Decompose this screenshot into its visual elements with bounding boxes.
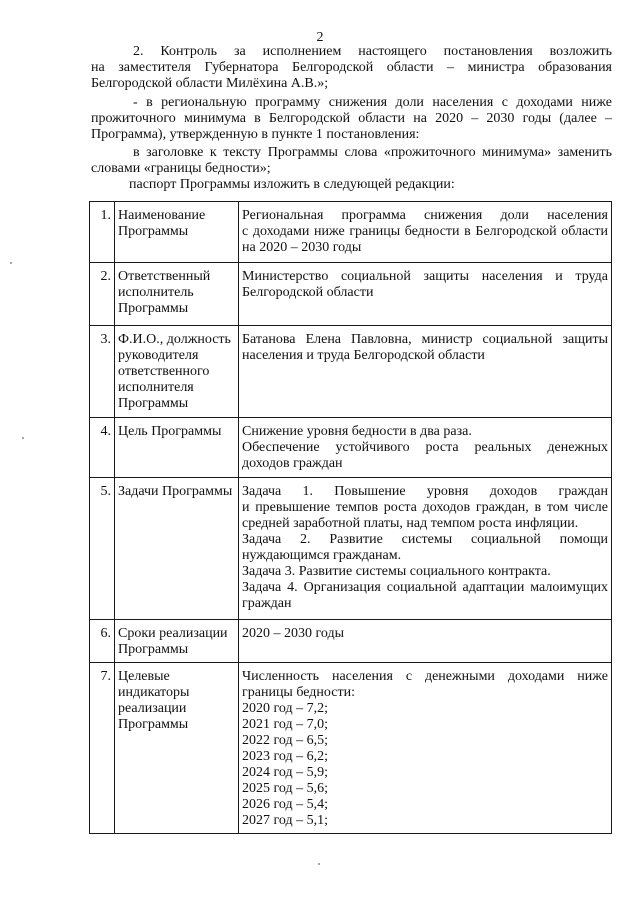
value-line: Региональная программа снижения доли населения: [242, 208, 608, 223]
value-line: 2026 год – 5,4;: [242, 797, 329, 812]
value-line: населения и труда Белгородской области: [242, 348, 485, 363]
value-line: Численность населения с денежными доходами ниже: [242, 669, 608, 684]
row-number: 6.: [90, 620, 115, 663]
table-row: [90, 263, 612, 326]
row-number: 3.: [90, 326, 115, 418]
row-value: [239, 418, 612, 478]
row-name: Цель Программы: [115, 418, 239, 478]
value-line: Министерство социальной защиты населения и труда: [242, 269, 608, 284]
scan-speck: [10, 262, 12, 264]
value-line: 2025 год – 5,6;: [242, 781, 329, 796]
page-number: 2: [316, 30, 324, 45]
row-number: 4.: [90, 418, 115, 478]
value-line: 2020 – 2030 годы: [242, 626, 345, 641]
row-name: Ф.И.О., должность руководителя ответственного исполнителя Программы: [115, 326, 239, 418]
paragraph-control: [91, 44, 612, 92]
paragraph-line: словами «границы бедности»;: [91, 161, 271, 176]
row-name: Наименование Программы: [115, 202, 239, 263]
value-line: 2023 год – 6,2;: [242, 749, 329, 764]
row-name: Целевые индикаторы реализации Программы: [115, 663, 239, 834]
value-line: средней заработной платы, над темпом роста инфляции.: [242, 516, 579, 531]
row-value: [239, 326, 612, 418]
value-line: Обеспечение устойчивого роста реальных денежных: [242, 440, 608, 455]
value-line: Батанова Елена Павловна, министр социальной защиты: [242, 332, 608, 347]
value-line: Снижение уровня бедности в два раза.: [242, 424, 472, 439]
scan-speck: [22, 437, 24, 439]
row-name: Задачи Программы: [115, 478, 239, 620]
value-line: доходов граждан: [242, 456, 343, 471]
value-line: Белгородской области: [242, 285, 374, 300]
row-value: [239, 620, 612, 663]
table-body: [90, 202, 612, 834]
value-line: 2027 год – 5,1;: [242, 813, 329, 828]
value-line: и превышение темпов роста доходов граждан, в том числе: [242, 500, 608, 515]
value-line: 2020 год – 7,2;: [242, 701, 329, 716]
row-number: 7.: [90, 663, 115, 834]
value-line: 2024 год – 5,9;: [242, 765, 329, 780]
row-number: 2.: [90, 263, 115, 326]
value-line: Задача 3. Развитие системы социального контракта.: [242, 564, 551, 579]
row-number: 5.: [90, 478, 115, 620]
paragraph-line: на заместителя Губернатора Белгородской области – министра образования: [91, 60, 612, 75]
table-row: [90, 620, 612, 663]
row-value: [239, 663, 612, 834]
paragraph-line: паспорт Программы изложить в следующей редакции:: [129, 177, 455, 192]
paragraph-line: - в региональную программу снижения доли населения с доходами ниже: [133, 95, 612, 110]
row-value: [239, 263, 612, 326]
table-row: [90, 418, 612, 478]
paragraph-line: Белгородской области Милёхина А.В.»;: [91, 76, 329, 91]
value-line: 2022 год – 6,5;: [242, 733, 329, 748]
paragraph-line: Программа), утвержденную в пункте 1 постановления:: [91, 127, 420, 142]
row-value: [239, 202, 612, 263]
value-line: с доходами ниже границы бедности в Белгородской области: [242, 224, 608, 239]
paragraph-line: в заголовке к тексту Программы слова «прожиточного минимума» заменить: [133, 145, 612, 160]
value-line: Задача 4. Организация социальной адаптации малоимущих: [242, 580, 608, 595]
value-line: 2021 год – 7,0;: [242, 717, 329, 732]
row-name: Сроки реализации Программы: [115, 620, 239, 663]
value-line: граждан: [242, 596, 292, 611]
row-name: Ответственный исполнитель Программы: [115, 263, 239, 326]
paragraph-passport-intro: [91, 177, 612, 193]
row-number: 1.: [90, 202, 115, 263]
program-passport-table: [89, 201, 612, 834]
row-value: [239, 478, 612, 620]
paragraph-program-amendment: [91, 95, 612, 143]
value-line: границы бедности:: [242, 685, 355, 700]
table-row: [90, 202, 612, 263]
table-row: [90, 326, 612, 418]
scan-speck: [318, 863, 320, 865]
value-line: Задача 2. Развитие системы социальной помощи: [242, 532, 608, 547]
paragraph-line: 2. Контроль за исполнением настоящего постановления возложить: [133, 44, 612, 59]
value-line: нуждающимся гражданам.: [242, 548, 402, 563]
value-line: на 2020 – 2030 годы: [242, 240, 362, 255]
paragraph-title-change: [91, 145, 612, 177]
paragraph-line: прожиточного минимума в Белгородской области на 2020 – 2030 годы (далее –: [91, 111, 612, 126]
value-line: Задача 1. Повышение уровня доходов граждан: [242, 484, 608, 499]
table-row: [90, 663, 612, 834]
table-row: [90, 478, 612, 620]
